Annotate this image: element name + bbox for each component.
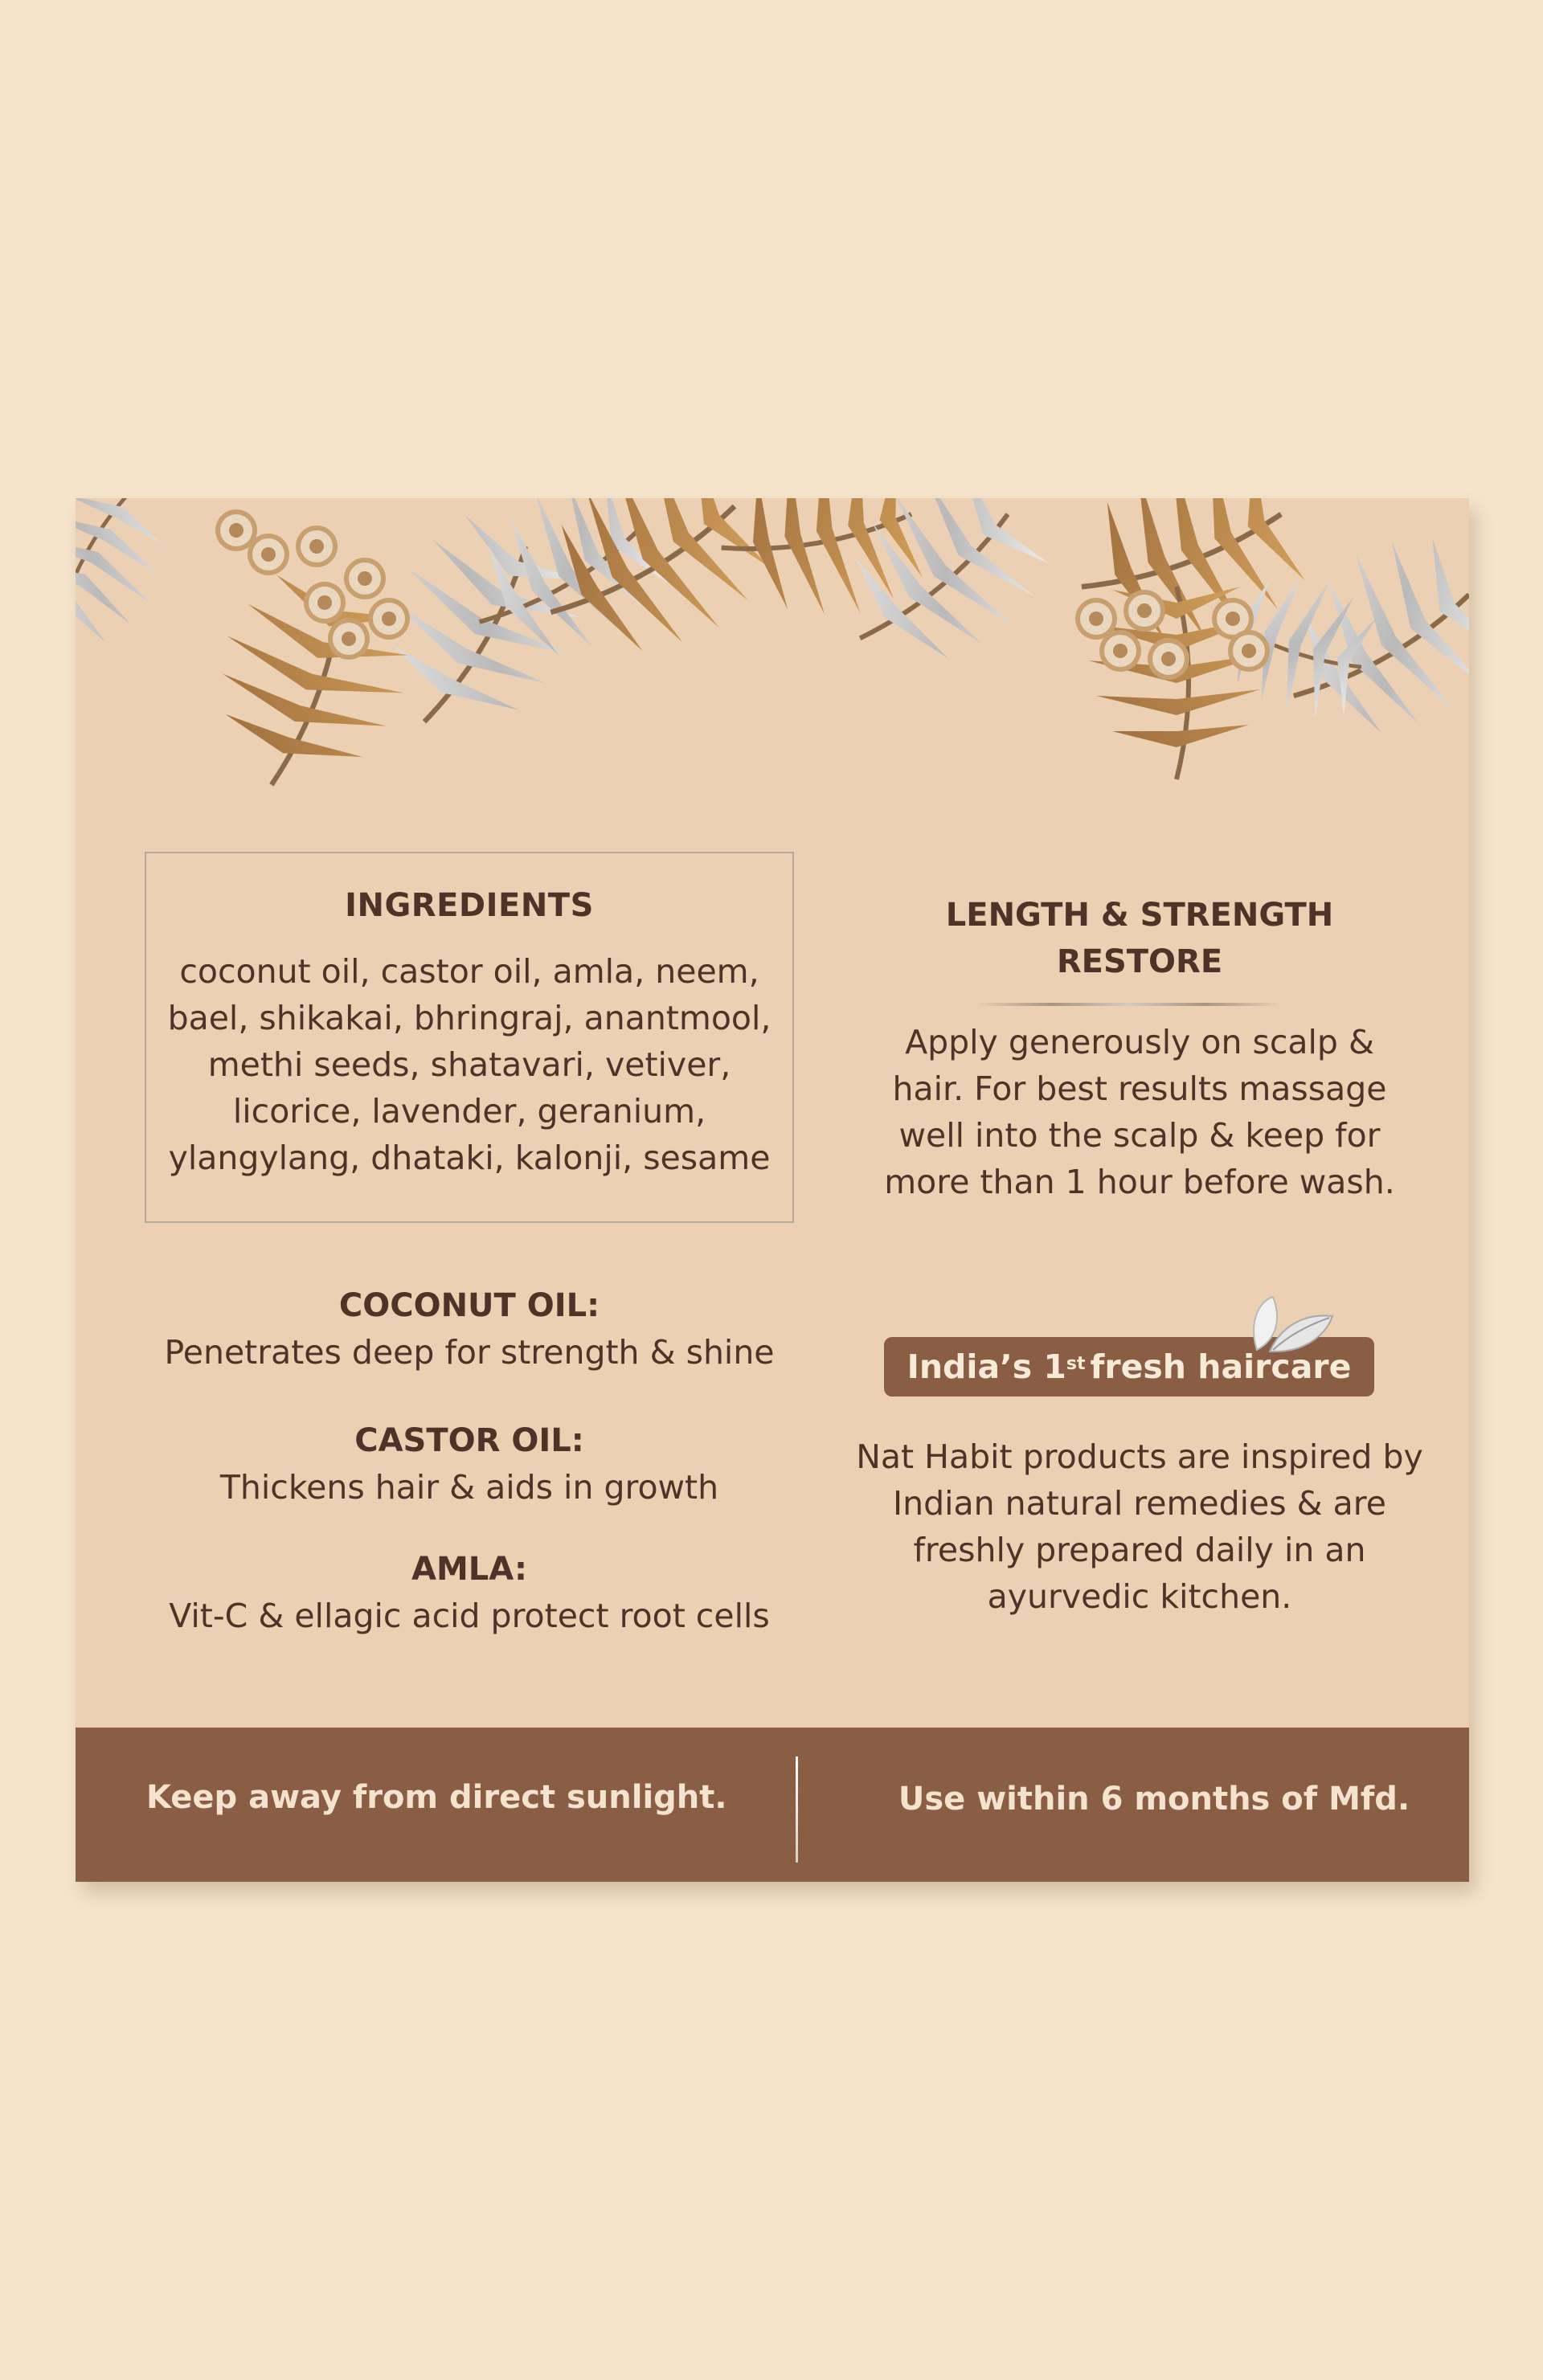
badge-prefix: India’s 1 bbox=[907, 1347, 1066, 1386]
ingredients-line: coconut oil, castor oil, amla, neem, bbox=[179, 952, 759, 991]
badge-suffix: fresh haircare bbox=[1090, 1347, 1352, 1386]
ingredients-line: bael, shikakai, bhringraj, anantmool, bbox=[167, 999, 772, 1037]
ingredients-box bbox=[145, 852, 794, 1223]
ingredients-line: methi seeds, shatavari, vetiver, bbox=[207, 1045, 731, 1084]
usage-instructions bbox=[810, 1019, 1469, 1205]
foliage-illustration bbox=[76, 498, 1469, 836]
benefit-castor-oil bbox=[76, 1417, 863, 1511]
ingredients-list bbox=[154, 948, 784, 1181]
leaf-icon bbox=[1249, 1294, 1337, 1355]
benefit-name: AMLA: bbox=[411, 1551, 527, 1588]
about-line: Indian natural remedies & are bbox=[893, 1484, 1386, 1523]
usage-line: more than 1 hour before wash. bbox=[884, 1163, 1395, 1201]
ingredients-line: licorice, lavender, geranium, bbox=[232, 1092, 706, 1131]
benefit-amla bbox=[76, 1546, 863, 1639]
storage-warning: Keep away from direct sunlight. bbox=[146, 1779, 727, 1816]
usage-line: well into the scalp & keep for bbox=[898, 1116, 1381, 1155]
benefit-description: Vit-C & ellagic acid protect root cells bbox=[169, 1597, 770, 1635]
usage-divider bbox=[976, 1003, 1281, 1006]
about-line: ayurvedic kitchen. bbox=[987, 1577, 1292, 1616]
about-line: freshly prepared daily in an bbox=[913, 1531, 1366, 1569]
benefit-description: Penetrates deep for strength & shine bbox=[164, 1333, 775, 1372]
usage-title bbox=[810, 892, 1469, 985]
usage-line: Apply generously on scalp & bbox=[905, 1023, 1374, 1061]
footer-bar bbox=[76, 1728, 1469, 1882]
benefit-name: CASTOR OIL: bbox=[354, 1422, 584, 1459]
ingredients-title: INGREDIENTS bbox=[345, 887, 594, 924]
benefit-coconut-oil bbox=[76, 1282, 863, 1376]
benefit-name: COCONUT OIL: bbox=[338, 1287, 600, 1324]
ingredients-line: ylangylang, dhataki, kalonji, sesame bbox=[168, 1139, 771, 1177]
footer-divider bbox=[796, 1756, 798, 1863]
usage-line: hair. For best results massage bbox=[892, 1069, 1387, 1108]
usage-title-line: LENGTH & STRENGTH bbox=[945, 897, 1334, 934]
brand-description bbox=[810, 1433, 1469, 1620]
benefit-description: Thickens hair & aids in growth bbox=[219, 1468, 719, 1507]
about-line: Nat Habit products are inspired by bbox=[856, 1437, 1423, 1476]
expiry-note: Use within 6 months of Mfd. bbox=[898, 1781, 1410, 1818]
badge-superscript: st bbox=[1066, 1353, 1086, 1374]
product-label-card bbox=[76, 498, 1469, 1882]
usage-title-line: RESTORE bbox=[1056, 943, 1223, 980]
